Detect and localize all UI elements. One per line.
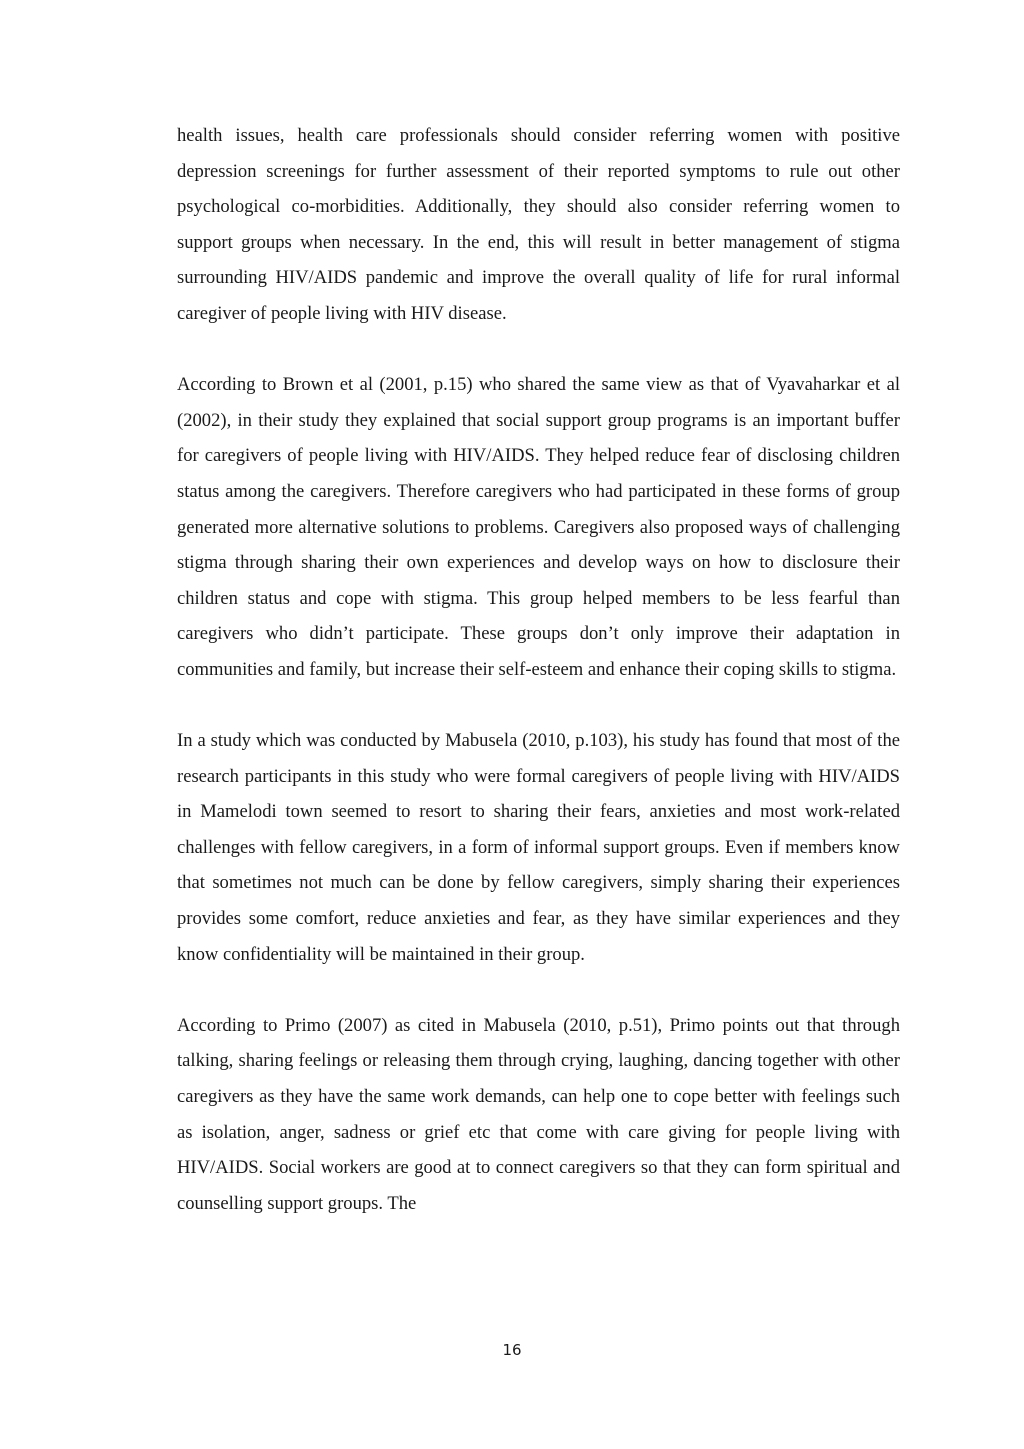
body-text <box>177 118 900 1257</box>
page-number: 16 <box>502 1341 522 1359</box>
paragraph: In a study which was conducted by Mabusela (2010, p.103), his study has found that most of the research participants in this study who were formal caregivers of people living with HIV/AIDS in Mamelodi town seemed to resort to sharing their fears, anxieties and most work-related challenges with fellow caregivers, in a form of informal support groups. Even if members know that sometimes not much can be done by fellow caregivers, simply sharing their experiences provides some comfort, reduce anxieties and fear, as they have similar experiences and they know confidentiality will be maintained in their group. <box>177 730 900 965</box>
paragraph: health issues, health care professionals should consider referring women with positive depression screenings for further assessment of their reported symptoms to rule out other psychological co-morbidities. Additionally, they should also consider referring women to support groups when necessary. In the end, this will result in better management of stigma surrounding HIV/AIDS pandemic and improve the overall quality of life for rural informal caregiver of people living with HIV disease. <box>177 125 900 324</box>
paragraph: According to Primo (2007) as cited in Mabusela (2010, p.51), Primo points out that through talking, sharing feelings or releasing them through crying, laughing, dancing together with other caregivers as they have the same work demands, can help one to cope better with feelings such as isolation, anger, sadness or grief etc that come with care giving for people living with HIV/AIDS. Social workers are good at to connect caregivers so that they can form spiritual and counselling support groups. The <box>177 1014 900 1214</box>
paragraph: According to Brown et al (2001, p.15) who shared the same view as that of Vyavaharkar et al (2002), in their study they explained that social support group programs is an important buffer for caregivers of people living with HIV/AIDS. They helped reduce fear of disclosing children status among the caregivers. Therefore caregivers who had participated in these forms of group generated more alternative solutions to problems. Caregivers also proposed ways of challenging stigma through sharing their own experiences and develop ways on how to disclosure their children status and cope with stigma. This group helped members to be less fearful than caregivers who didn’t participate. These groups don’t only improve their adaptation in communities and family, but increase their self-esteem and enhance their coping skills to stigma. <box>177 374 900 680</box>
